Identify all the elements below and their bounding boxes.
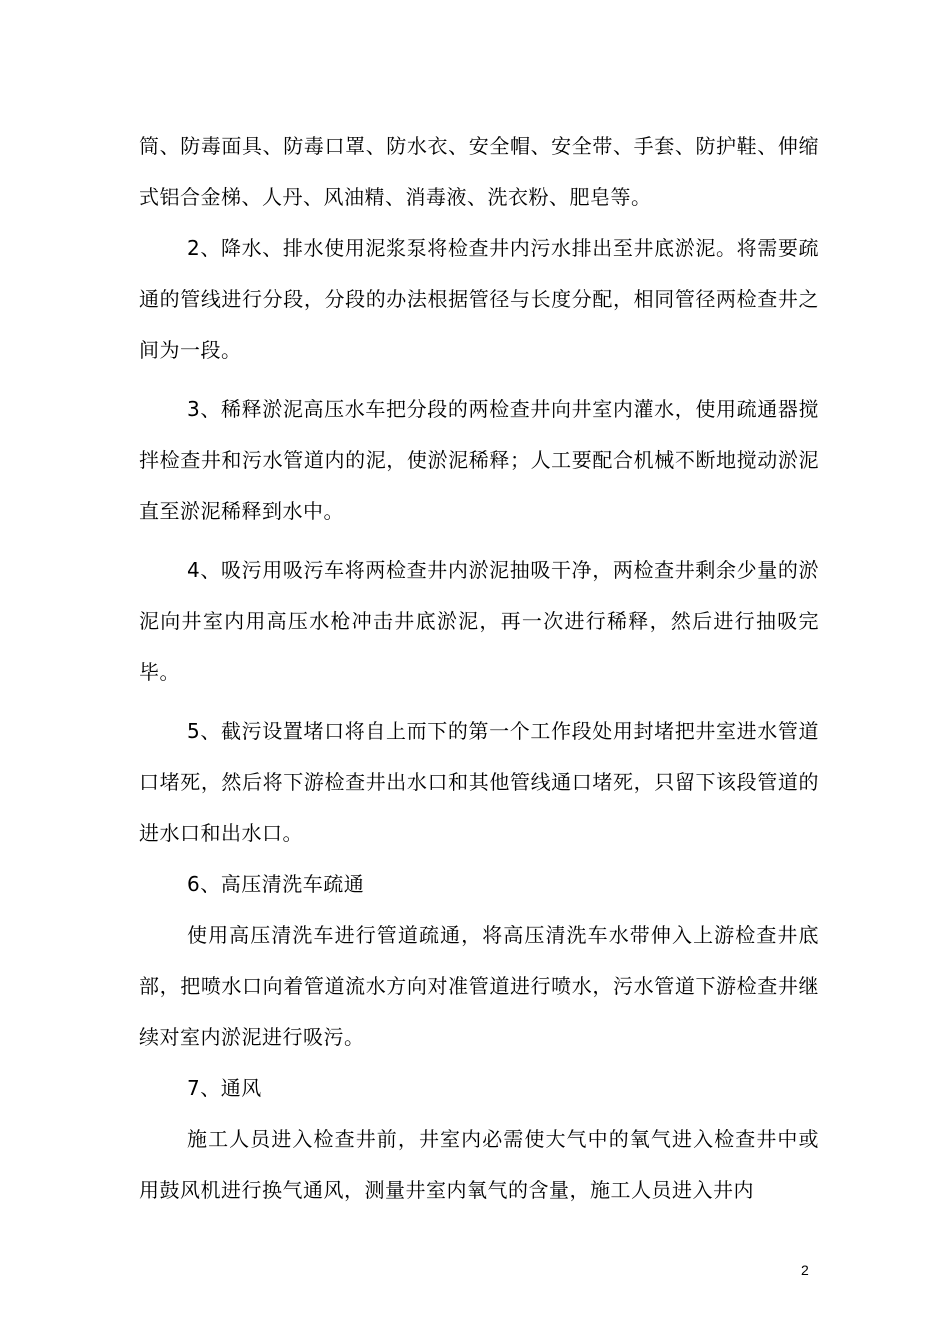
paragraph-step-3-dilution: 3、稀释淤泥高压水车把分段的两检查井向井室内灌水，使用疏通器搅拌检查井和污水管道内的泥，使淤泥稀释；人工要配合机械不断地搅动淤泥直至淤泥稀释到水中。 [139, 397, 819, 523]
paragraph-step-4-suction: 4、吸污用吸污车将两检查井内淤泥抽吸干净，两检查井剩余少量的淤泥向井室内用高压水枪冲击井底淤泥，再一次进行稀释，然后进行抽吸完毕。 [139, 558, 819, 684]
paragraph-equipment-list: 筒、防毒面具、防毒口罩、防水衣、安全帽、安全带、手套、防护鞋、伸缩式铝合金梯、人丹、风油精、消毒液、洗衣粉、肥皂等。 [139, 134, 819, 209]
paragraph-step-2-dewatering: 2、降水、排水使用泥浆泵将检查井内污水排出至井底淤泥。将需要疏通的管线进行分段，分段的办法根据管径与长度分配，相同管径两检查井之间为一段。 [139, 236, 819, 362]
paragraph-step-5-blocking: 5、截污设置堵口将自上而下的第一个工作段处用封堵把井室进水管道口堵死，然后将下游检查井出水口和其他管线通口堵死，只留下该段管道的进水口和出水口。 [139, 719, 819, 845]
page-number: 2 [801, 1262, 809, 1278]
paragraph-step-6-cleaning: 使用高压清洗车进行管道疏通，将高压清洗车水带伸入上游检查井底部，把喷水口向着管道流水方向对准管道进行喷水，污水管道下游检查井继续对室内淤泥进行吸污。 [139, 923, 819, 1049]
paragraph-step-7-ventilation: 施工人员进入检查井前，井室内必需使大气中的氧气进入检查井中或用鼓风机进行换气通风，测量井室内氧气的含量，施工人员进入井内 [139, 1127, 819, 1202]
heading-step-7-ventilation: 7、通风 [187, 1076, 262, 1100]
document-body [139, 121, 819, 1216]
heading-step-6-cleaning: 6、高压清洗车疏通 [187, 872, 365, 896]
